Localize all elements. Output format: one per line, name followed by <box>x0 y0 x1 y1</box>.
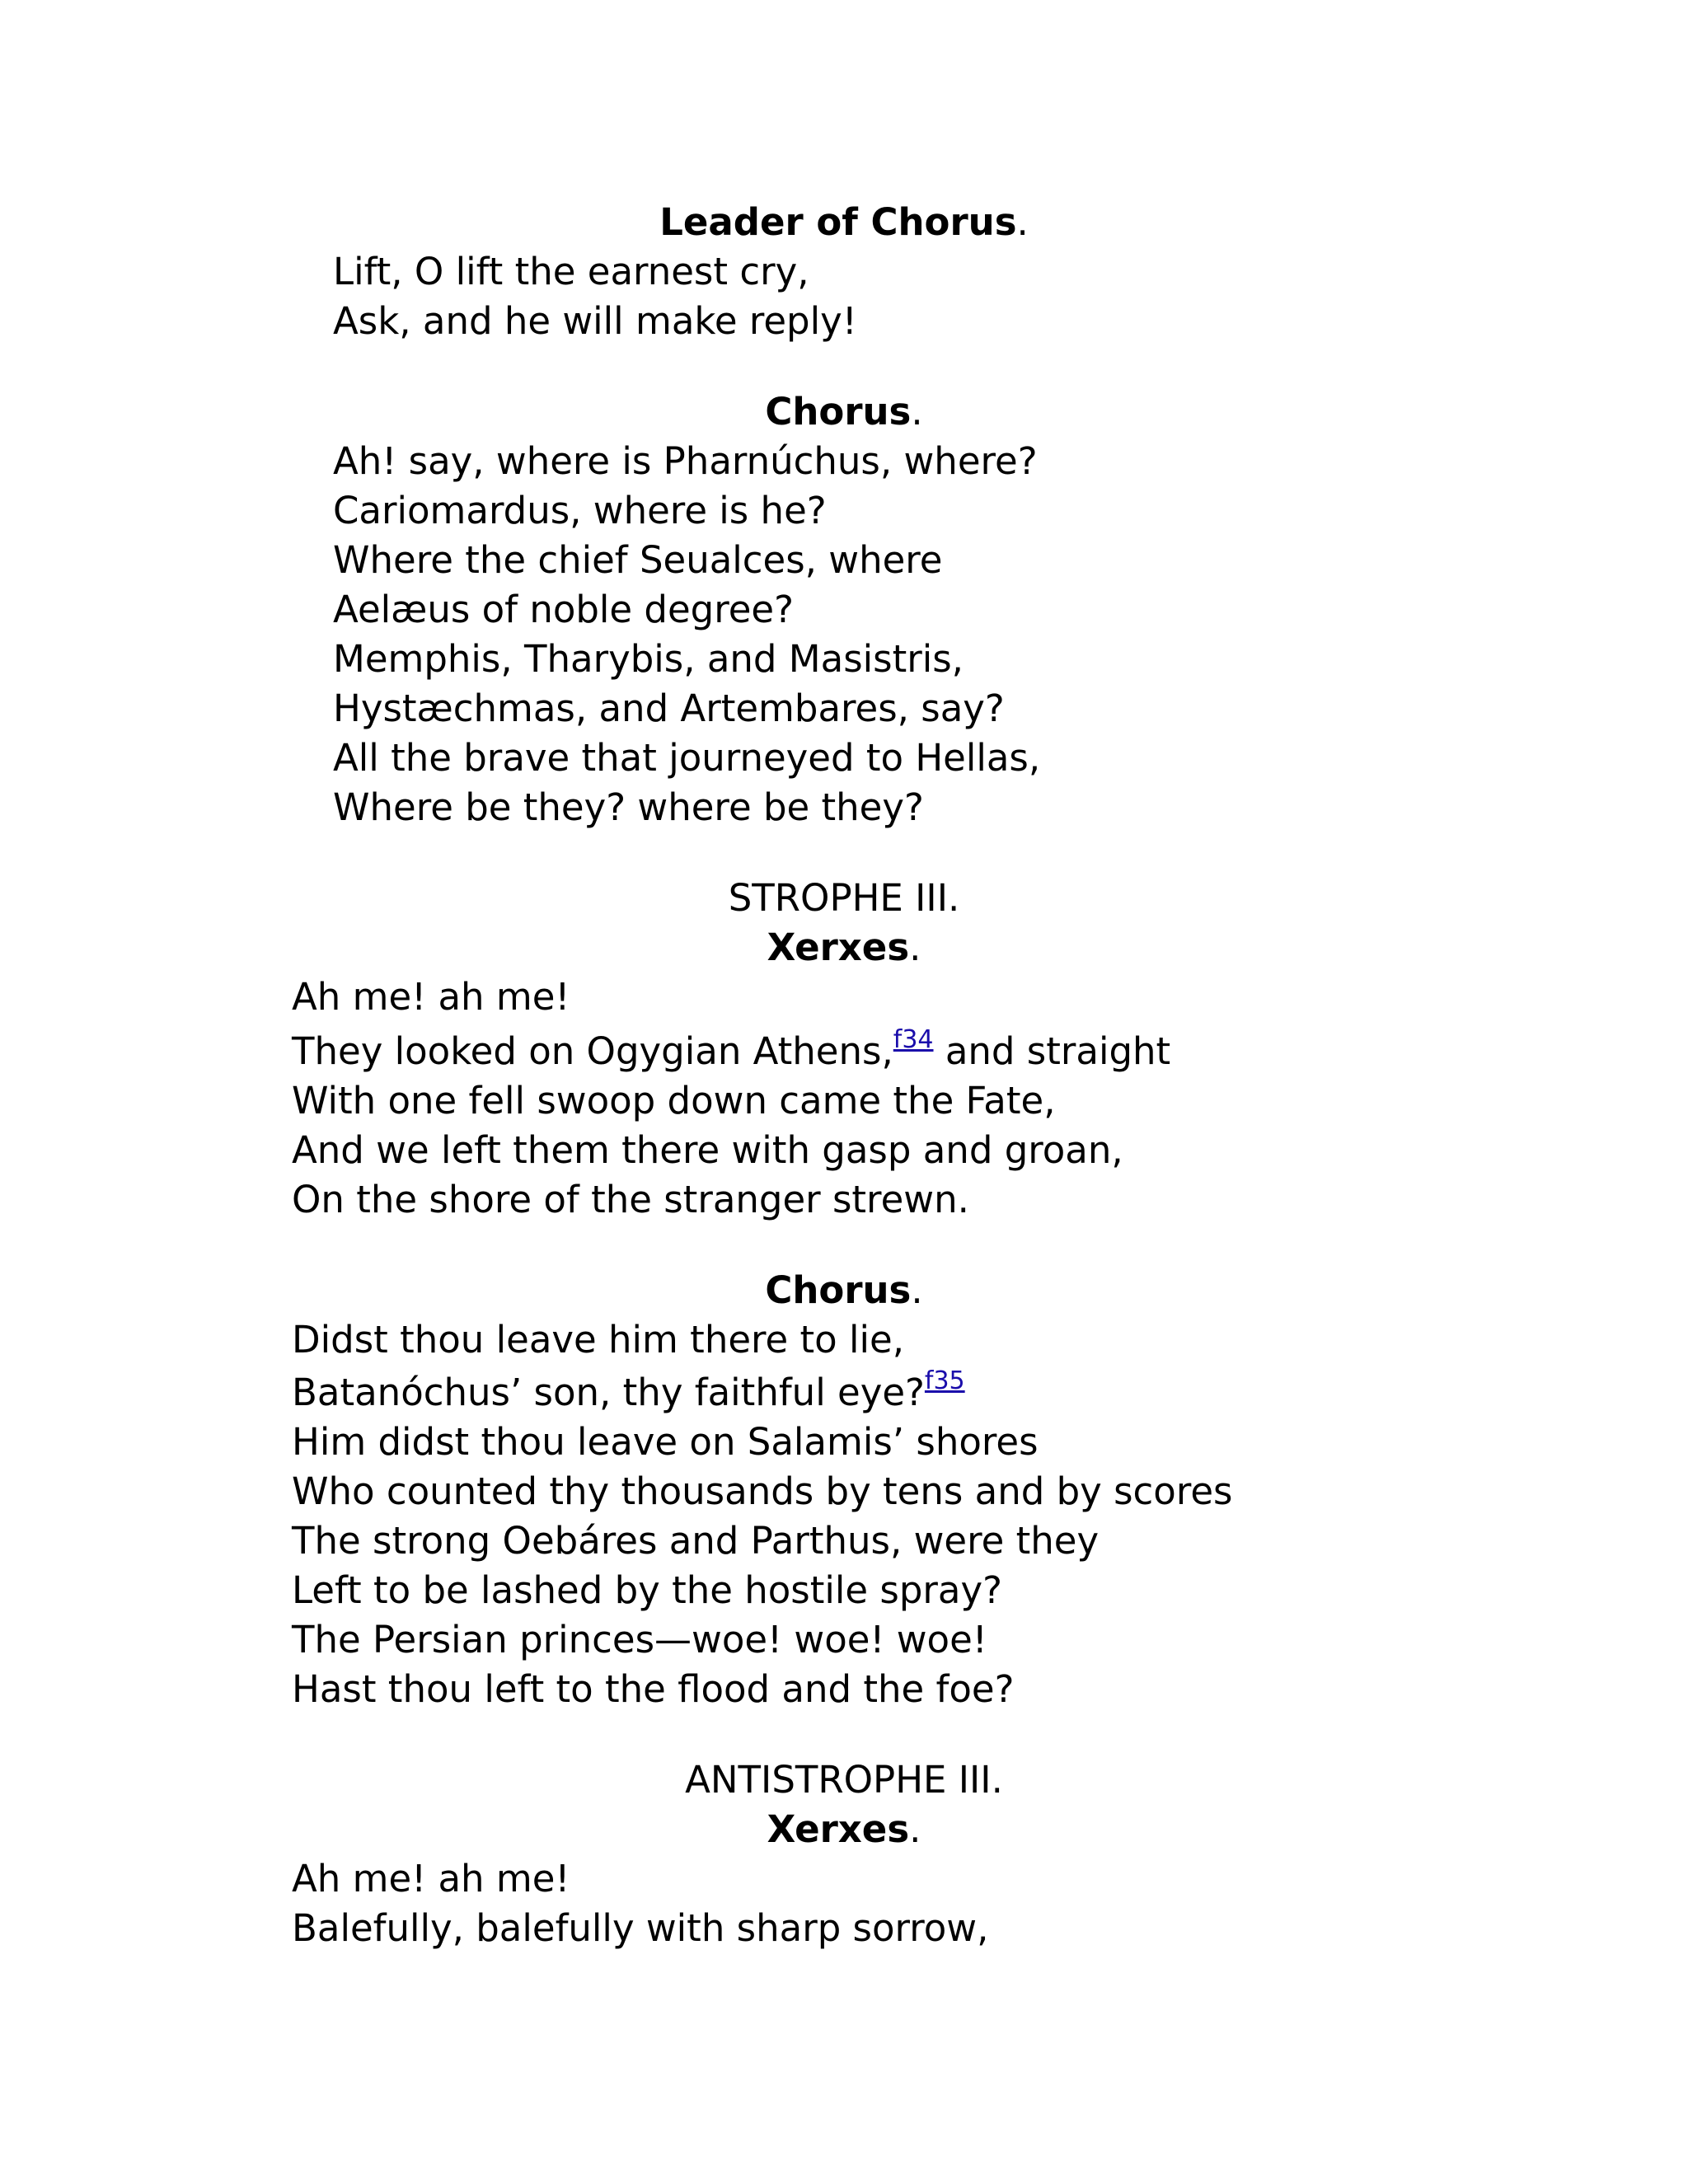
verse-line: Aelæus of noble degree? <box>333 588 795 631</box>
verse-line: Who counted thy thousands by tens and by scores <box>292 1469 1233 1513</box>
footnote-link-f34[interactable]: f34 <box>893 1025 934 1054</box>
speaker-heading-xerxes: Xerxes. <box>767 1807 921 1851</box>
verse-line: Cariomardus, where is he? <box>333 489 827 532</box>
footnote-ref-f35 <box>925 1366 965 1395</box>
speaker-heading-chorus: Chorus. <box>765 390 923 434</box>
verse-line: Ah me! ah me! <box>292 1857 570 1900</box>
verse-line: Ask, and he will make reply! <box>333 299 857 343</box>
verse-line: And we left them there with gasp and groan, <box>292 1128 1123 1172</box>
verse-line: Balefully, balefully with sharp sorrow, <box>292 1906 989 1950</box>
verse-line: Where the chief Seualces, where <box>333 538 943 582</box>
section-heading-strophe: STROPHE III. <box>728 876 960 920</box>
verse-line: The Persian princes—woe! woe! woe! <box>292 1618 987 1661</box>
verse-line-with-footnote: Batanóchus’ son, thy faithful eye?$^{f35}$ <box>292 1366 965 1414</box>
verse-line: All the brave that journeyed to Hellas, <box>333 736 1041 780</box>
verse-line: Lift, O lift the earnest cry, <box>333 250 809 293</box>
verse-line: Memphis, Tharybis, and Masistris, <box>333 637 964 681</box>
verse-line: Left to be lashed by the hostile spray? <box>292 1568 1002 1612</box>
speaker-heading-xerxes: Xerxes. <box>767 926 921 969</box>
verse-line-with-footnote: They looked on Ogygian Athens,$^{f34}$ and straight <box>292 1025 1171 1073</box>
verse-line: Didst thou leave him there to lie, <box>292 1318 905 1361</box>
verse-line: The strong Oebáres and Parthus, were they <box>292 1519 1100 1563</box>
verse-line: With one fell swoop down came the Fate, <box>292 1079 1056 1122</box>
verse-line: Hast thou left to the flood and the foe? <box>292 1667 1015 1711</box>
verse-line: Where be they? where be they? <box>333 785 924 829</box>
speaker-heading-chorus: Chorus. <box>765 1268 923 1312</box>
verse-line: Ah me! ah me! <box>292 975 570 1019</box>
verse-line: On the shore of the stranger strewn. <box>292 1178 969 1221</box>
verse-line: Him didst thou leave on Salamis’ shores <box>292 1420 1039 1464</box>
section-heading-antistrophe: ANTISTROPHE III. <box>685 1758 1003 1802</box>
footnote-ref-f34 <box>893 1025 934 1054</box>
footnote-link-f35[interactable]: f35 <box>924 1366 965 1395</box>
verse-line: Hystæchmas, and Artembares, say? <box>333 687 1005 730</box>
verse-line: Ah! say, where is Pharnúchus, where? <box>333 439 1038 483</box>
speaker-heading-leader: Leader of Chorus. <box>659 200 1029 244</box>
